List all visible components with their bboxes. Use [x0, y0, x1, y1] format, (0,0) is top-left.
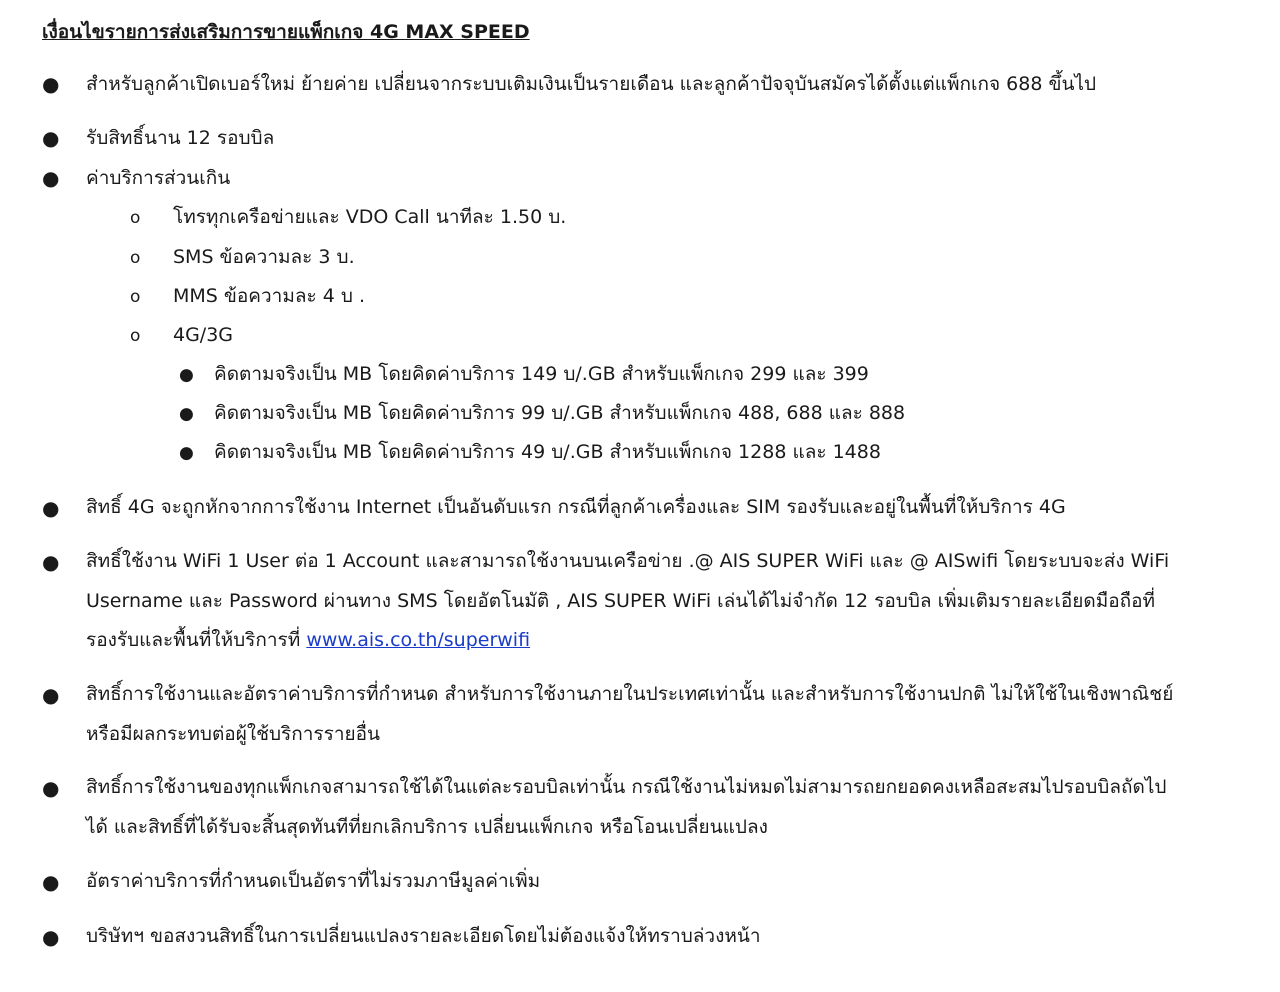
condition-item: รับสิทธิ์นาน 12 รอบบิล: [86, 127, 275, 149]
condition-item-continued: หรือมีผลกระทบต่อผู้ใช้บริการรายอื่น: [86, 723, 381, 745]
condition-item-text: รองรับและพื้นที่ให้บริการที่: [86, 629, 301, 651]
condition-item-continued: ได้ และสิทธิ์ที่ได้รับจะสิ้นสุดทันทีที่ยกเลิกบริการ เปลี่ยนแพ็กเกจ หรือโอนเปลี่ยนแปลง: [86, 816, 768, 838]
sub-bullet-icon: o: [130, 248, 141, 268]
bullet-icon: ●: [42, 496, 60, 520]
condition-item-continued: [86, 628, 530, 652]
subsub-item: คิดตามจริงเป็น MB โดยคิดค่าบริการ 149 บ/.GB สำหรับแพ็กเกจ 299 และ 399: [214, 363, 869, 385]
bullet-icon: ●: [42, 166, 60, 190]
bullet-icon: ●: [42, 550, 60, 574]
condition-item: สำหรับลูกค้าเปิดเบอร์ใหม่ ย้ายค่าย เปลี่ยนจากระบบเติมเงินเป็นรายเดือน และลูกค้าปัจจุบันสมัครได้ตั้งแต่แพ็กเกจ 688 ขึ้นไป: [86, 73, 1097, 95]
subsub-bullet-icon: ●: [179, 443, 194, 463]
subsub-bullet-icon: ●: [179, 404, 194, 424]
bullet-icon: ●: [42, 776, 60, 800]
bullet-icon: ●: [42, 72, 60, 96]
sub-item: 4G/3G: [173, 324, 234, 346]
condition-item: สิทธิ์ 4G จะถูกหักจากการใช้งาน Internet เป็นอันดับแรก กรณีที่ลูกค้าเครื่องและ SIM รองรับและอยู่ในพื้นที่ให้บริการ 4G: [86, 496, 1066, 518]
sub-item: โทรทุกเครือข่ายและ VDO Call นาทีละ 1.50 บ.: [173, 206, 567, 228]
sub-bullet-icon: o: [130, 208, 141, 228]
condition-item: สิทธิ์ใช้งาน WiFi 1 User ต่อ 1 Account และสามารถใช้งานบนเครือข่าย .@ AIS SUPER WiFi และ @ AISwifi โดยระบบจะส่ง WiFi: [86, 550, 1170, 572]
condition-item-continued: Username และ Password ผ่านทาง SMS โดยอัตโนมัติ , AIS SUPER WiFi เล่นได้ไม่จำกัด 12 รอบบิล เพิ่มเติมรายละเอียดมือถือที่: [86, 590, 1156, 612]
subsub-bullet-icon: ●: [179, 365, 194, 385]
condition-item: สิทธิ์การใช้งานและอัตราค่าบริการที่กำหนด สำหรับการใช้งานภายในประเทศเท่านั้น และสำหรับการใช้งานปกติ ไม่ให้ใช้ในเชิงพาณิชย์: [86, 683, 1174, 705]
sub-item: MMS ข้อความละ 4 บ .: [173, 285, 366, 307]
document-title: เงื่อนไขรายการส่งเสริมการขายแพ็กเกจ 4G MAX SPEED: [42, 21, 530, 43]
superwifi-link[interactable]: www.ais.co.th/superwifi: [306, 629, 531, 651]
sub-item: SMS ข้อความละ 3 บ.: [173, 246, 355, 268]
subsub-item: คิดตามจริงเป็น MB โดยคิดค่าบริการ 49 บ/.GB สำหรับแพ็กเกจ 1288 และ 1488: [214, 441, 881, 463]
bullet-icon: ●: [42, 683, 60, 707]
condition-item: ค่าบริการส่วนเกิน: [86, 167, 231, 189]
condition-item: บริษัทฯ ขอสงวนสิทธิ์ในการเปลี่ยนแปลงรายละเอียดโดยไม่ต้องแจ้งให้ทราบล่วงหน้า: [86, 925, 761, 947]
bullet-icon: ●: [42, 925, 60, 949]
bullet-icon: ●: [42, 126, 60, 150]
condition-item: สิทธิ์การใช้งานของทุกแพ็กเกจสามารถใช้ได้ในแต่ละรอบบิลเท่านั้น กรณีใช้งานไม่หมดไม่สามารถยกยอดคงเหลือสะสมไปรอบบิลถัดไป: [86, 776, 1167, 798]
sub-bullet-icon: o: [130, 326, 141, 346]
subsub-item: คิดตามจริงเป็น MB โดยคิดค่าบริการ 99 บ/.GB สำหรับแพ็กเกจ 488, 688 และ 888: [214, 402, 906, 424]
condition-item: อัตราค่าบริการที่กำหนดเป็นอัตราที่ไม่รวมภาษีมูลค่าเพิ่ม: [86, 870, 541, 892]
sub-bullet-icon: o: [130, 287, 141, 307]
bullet-icon: ●: [42, 870, 60, 894]
